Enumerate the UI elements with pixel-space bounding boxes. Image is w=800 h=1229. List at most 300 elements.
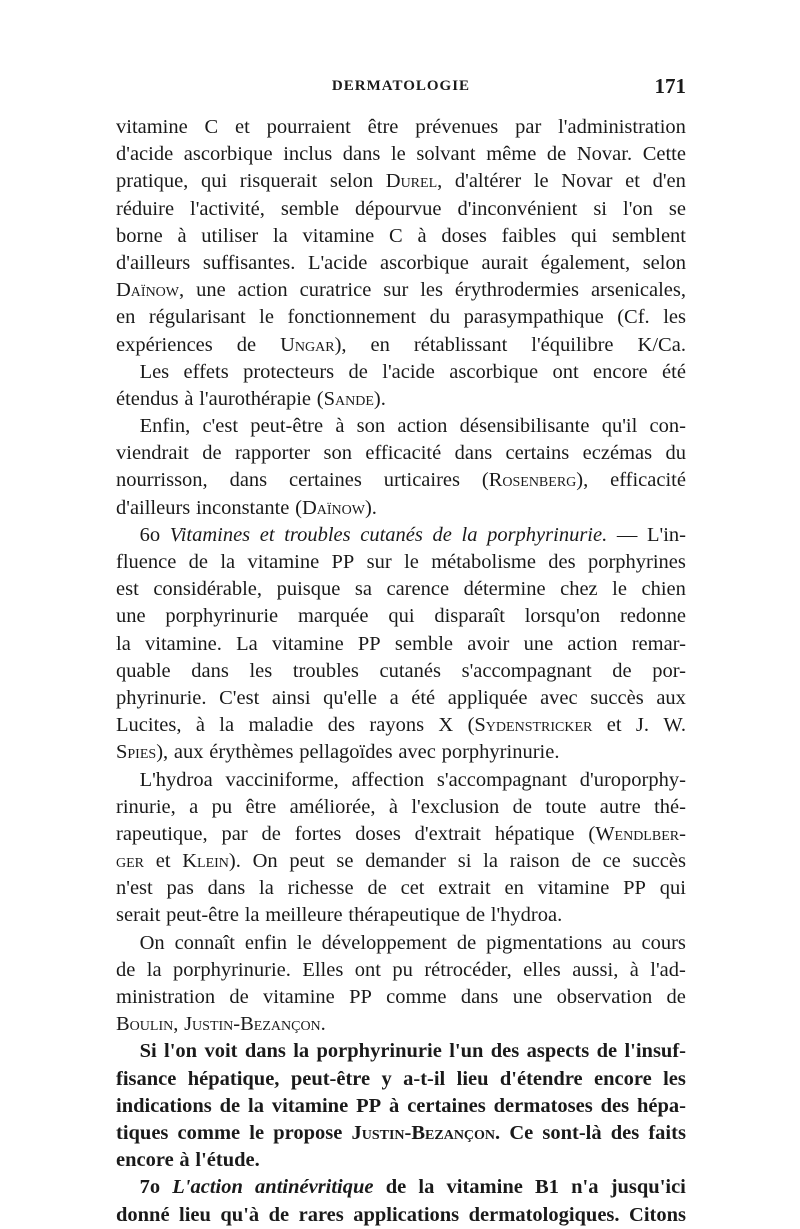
word-group bbox=[380, 658, 441, 685]
word: tiques bbox=[116, 1121, 169, 1144]
word-group bbox=[601, 1093, 629, 1120]
word-group bbox=[534, 168, 549, 195]
word: de bbox=[385, 1176, 407, 1199]
word: a-t-il bbox=[403, 1067, 446, 1090]
word-group bbox=[656, 685, 686, 712]
word: thé- bbox=[654, 795, 686, 818]
word-group bbox=[230, 467, 268, 494]
word: d'inconvénient bbox=[457, 197, 578, 220]
word: jusqu'ici bbox=[610, 1176, 686, 1199]
word-group bbox=[358, 631, 381, 658]
word-group bbox=[588, 549, 686, 576]
word-group bbox=[541, 250, 630, 277]
word-group bbox=[140, 359, 170, 386]
word-group bbox=[116, 141, 173, 168]
word: redonne bbox=[619, 605, 686, 628]
text-line bbox=[116, 658, 686, 685]
word: porphyrinurie bbox=[316, 1040, 442, 1063]
word: faits bbox=[648, 1121, 686, 1144]
word: la bbox=[244, 904, 260, 927]
word: une bbox=[116, 605, 146, 628]
word-group bbox=[630, 957, 639, 984]
word: sur bbox=[383, 279, 409, 302]
word-group bbox=[153, 576, 262, 603]
word-group bbox=[388, 603, 414, 630]
text-line bbox=[116, 848, 686, 875]
word: régularisant bbox=[148, 306, 246, 329]
word-group bbox=[594, 1066, 652, 1093]
word: certaines bbox=[407, 1094, 486, 1117]
word: quable bbox=[116, 659, 171, 682]
text-line bbox=[116, 576, 686, 603]
word-group bbox=[407, 1093, 486, 1120]
word-group bbox=[367, 549, 392, 576]
word-group bbox=[116, 223, 163, 250]
word-group bbox=[116, 332, 213, 359]
word-group bbox=[611, 1174, 686, 1201]
word: avoir bbox=[467, 632, 510, 655]
word-group bbox=[441, 223, 487, 250]
word-group bbox=[245, 930, 287, 957]
word-group bbox=[265, 902, 342, 929]
word-group bbox=[650, 413, 686, 440]
body-text bbox=[116, 114, 686, 1229]
word-group bbox=[262, 821, 281, 848]
word-group bbox=[491, 1038, 519, 1065]
word-group bbox=[116, 386, 179, 413]
word-group bbox=[667, 984, 686, 1011]
word: ascorbique bbox=[380, 251, 469, 274]
word: porphyrines bbox=[587, 551, 686, 573]
word: , bbox=[437, 170, 443, 193]
word-group bbox=[284, 522, 350, 549]
word: érythèmes bbox=[209, 741, 294, 764]
word: de bbox=[348, 360, 368, 383]
word: également, bbox=[540, 251, 631, 274]
word-group bbox=[653, 168, 686, 195]
word-group bbox=[482, 467, 588, 494]
word: à bbox=[184, 387, 194, 410]
word-group bbox=[510, 848, 560, 875]
word: faibles bbox=[501, 224, 557, 247]
word-group bbox=[116, 1011, 178, 1038]
word: pourraient bbox=[266, 116, 351, 138]
word: Wendlber- bbox=[595, 822, 686, 845]
word: la bbox=[461, 523, 478, 546]
word-group bbox=[173, 957, 291, 984]
word-group bbox=[612, 930, 631, 957]
word: vitamine. bbox=[145, 632, 222, 655]
word: l'hydroa. bbox=[490, 904, 563, 927]
word: la bbox=[483, 850, 498, 873]
word-group bbox=[335, 413, 344, 440]
word: la bbox=[272, 224, 288, 247]
word-group bbox=[323, 685, 377, 712]
word-group bbox=[612, 223, 686, 250]
word: fluence bbox=[116, 551, 177, 573]
word: qui bbox=[200, 170, 228, 193]
word-group bbox=[610, 467, 686, 494]
word-group bbox=[525, 603, 600, 630]
word: indications bbox=[116, 1094, 212, 1117]
word-group bbox=[531, 332, 613, 359]
word: rares bbox=[298, 1203, 344, 1226]
text-line bbox=[116, 304, 686, 331]
word-group bbox=[220, 549, 235, 576]
word-group bbox=[116, 549, 176, 576]
word-group bbox=[538, 875, 610, 902]
text-line bbox=[116, 1202, 686, 1229]
word: dermatologiques. bbox=[468, 1203, 620, 1226]
word-group bbox=[351, 1120, 500, 1147]
word-group bbox=[411, 685, 435, 712]
word-group bbox=[382, 1066, 392, 1093]
word-group bbox=[260, 522, 275, 549]
word-group bbox=[174, 739, 204, 766]
word: pas bbox=[166, 877, 194, 900]
word-group bbox=[116, 304, 135, 331]
word: efficacité bbox=[365, 442, 442, 465]
word: porphyrinurie. bbox=[487, 523, 608, 546]
word: con- bbox=[649, 415, 686, 438]
word-group bbox=[116, 658, 171, 685]
word-group bbox=[245, 1038, 286, 1065]
word: action bbox=[567, 632, 618, 655]
word-group bbox=[116, 576, 139, 603]
word-group bbox=[457, 930, 476, 957]
word: Spies bbox=[116, 741, 157, 764]
word-group bbox=[389, 223, 403, 250]
word: pratique, bbox=[116, 170, 189, 193]
word: de bbox=[612, 659, 632, 682]
word: être bbox=[245, 795, 277, 818]
text-line bbox=[116, 603, 686, 630]
word: à bbox=[629, 958, 639, 981]
word-group bbox=[663, 712, 686, 739]
word: Durel bbox=[385, 170, 438, 193]
word: . bbox=[495, 1121, 501, 1144]
word-group bbox=[455, 168, 521, 195]
word: rayons bbox=[369, 714, 425, 737]
word: C'est bbox=[219, 686, 260, 709]
word-group bbox=[170, 522, 250, 549]
word: a bbox=[189, 795, 199, 818]
word-group bbox=[355, 957, 381, 984]
word-group bbox=[116, 495, 190, 522]
word: la bbox=[248, 1094, 264, 1117]
page-header bbox=[116, 74, 686, 102]
word: encore bbox=[593, 360, 648, 383]
word-group bbox=[164, 1038, 197, 1065]
word: en bbox=[116, 306, 136, 329]
word: Ce bbox=[509, 1121, 534, 1144]
word-group bbox=[116, 739, 168, 766]
word: Novar bbox=[561, 170, 613, 193]
word-group bbox=[369, 712, 424, 739]
word-group bbox=[602, 413, 638, 440]
text-line bbox=[116, 1011, 686, 1038]
word: fonctionnement bbox=[287, 306, 417, 329]
word: qui bbox=[571, 224, 598, 247]
word: ascorbique bbox=[449, 360, 539, 383]
word-group bbox=[469, 1202, 620, 1229]
word: dans bbox=[342, 143, 381, 166]
word-group bbox=[382, 359, 435, 386]
word-group bbox=[116, 1147, 174, 1174]
word-group bbox=[116, 1066, 176, 1093]
word-group bbox=[460, 413, 590, 440]
word: ), bbox=[156, 741, 169, 764]
word: pu bbox=[211, 795, 233, 818]
word-group bbox=[205, 114, 219, 141]
text-line bbox=[116, 875, 686, 902]
word: Ungar bbox=[280, 333, 335, 356]
text-line bbox=[116, 359, 686, 386]
word-group bbox=[289, 848, 324, 875]
word-group bbox=[355, 196, 442, 223]
word-group bbox=[424, 957, 511, 984]
word: On bbox=[252, 850, 278, 873]
word-group bbox=[583, 440, 652, 467]
word-group bbox=[643, 141, 686, 168]
word-group bbox=[491, 902, 562, 929]
word: et bbox=[606, 714, 622, 737]
word-group bbox=[449, 1038, 483, 1065]
text-line bbox=[116, 631, 686, 658]
word: le bbox=[612, 578, 627, 601]
word: Daïnow bbox=[116, 279, 180, 302]
word-group bbox=[461, 984, 499, 1011]
word-group bbox=[116, 875, 153, 902]
word: d'en bbox=[652, 170, 686, 193]
word-group bbox=[580, 767, 686, 794]
word: réduire bbox=[116, 197, 175, 220]
word-group bbox=[140, 522, 161, 549]
word-group bbox=[560, 576, 598, 603]
word: lieu bbox=[179, 1203, 211, 1226]
word-group bbox=[483, 848, 498, 875]
word: raison bbox=[509, 850, 560, 873]
word: hépatique, bbox=[187, 1067, 280, 1090]
word: carence bbox=[386, 578, 450, 601]
word-group bbox=[184, 1011, 326, 1038]
word-group bbox=[116, 250, 190, 277]
word: vitamine bbox=[263, 986, 335, 1008]
word-group bbox=[272, 631, 344, 658]
word: en bbox=[370, 333, 390, 356]
word-group bbox=[165, 603, 278, 630]
word: qu'à bbox=[220, 1203, 260, 1226]
word: dermatoses bbox=[493, 1094, 593, 1117]
word-group bbox=[404, 549, 419, 576]
word-group bbox=[561, 168, 612, 195]
word: La bbox=[236, 632, 258, 655]
word-group bbox=[392, 957, 413, 984]
word-group bbox=[652, 658, 686, 685]
word-group bbox=[177, 223, 186, 250]
word-group bbox=[140, 767, 213, 794]
word: vitamine bbox=[271, 632, 344, 655]
word-group bbox=[182, 848, 241, 875]
word-group bbox=[577, 141, 632, 168]
word: dépourvue bbox=[354, 197, 442, 220]
word-group bbox=[571, 223, 597, 250]
word: d'acide bbox=[116, 143, 174, 166]
word-group bbox=[547, 141, 566, 168]
word-group bbox=[245, 794, 276, 821]
word-group bbox=[591, 277, 686, 304]
word-group bbox=[172, 1174, 243, 1201]
word: inconstante bbox=[196, 496, 290, 519]
word-group bbox=[540, 685, 578, 712]
word: dans bbox=[191, 659, 229, 682]
word-group bbox=[371, 332, 390, 359]
word-group bbox=[238, 277, 288, 304]
word: et bbox=[625, 170, 640, 193]
word-group bbox=[290, 794, 376, 821]
word: effets bbox=[183, 360, 229, 383]
word: d'ailleurs bbox=[116, 496, 191, 519]
word: comme bbox=[177, 1121, 241, 1144]
word-group bbox=[196, 495, 289, 522]
word-group bbox=[116, 1202, 170, 1229]
word: richesse bbox=[287, 877, 354, 900]
word-group bbox=[323, 440, 351, 467]
word: arsenicales, bbox=[590, 279, 686, 302]
word-group bbox=[281, 196, 339, 223]
word: Justin-Bezançon bbox=[351, 1121, 496, 1144]
word-group bbox=[289, 467, 362, 494]
word-group bbox=[199, 386, 311, 413]
word: par bbox=[221, 822, 248, 845]
word: B1 bbox=[535, 1176, 559, 1199]
word: ( bbox=[295, 496, 302, 519]
word-group bbox=[557, 984, 653, 1011]
word: comme bbox=[386, 986, 447, 1008]
word-group bbox=[527, 1038, 590, 1065]
text-line bbox=[116, 522, 686, 549]
word: Lucites, bbox=[116, 714, 182, 737]
word-group bbox=[365, 440, 441, 467]
word: Klein bbox=[182, 850, 229, 873]
word: la bbox=[418, 1176, 435, 1199]
word: la bbox=[219, 714, 235, 737]
word-group bbox=[250, 413, 323, 440]
word-group bbox=[355, 821, 401, 848]
word-group bbox=[386, 168, 442, 195]
word: dans bbox=[207, 877, 246, 900]
word: nourrisson, bbox=[116, 469, 208, 492]
word-group bbox=[620, 603, 686, 630]
word: à bbox=[335, 415, 345, 438]
word: son bbox=[356, 415, 386, 438]
word-group bbox=[116, 1093, 212, 1120]
word: détermine bbox=[463, 578, 546, 601]
word: porphyrinurie. bbox=[173, 958, 291, 981]
word: des bbox=[548, 551, 576, 573]
word: l'ad- bbox=[650, 958, 686, 981]
word: peut-être bbox=[290, 1067, 371, 1090]
word: se bbox=[336, 850, 354, 873]
text-line bbox=[116, 1120, 686, 1147]
word: en bbox=[504, 877, 524, 900]
word-group bbox=[515, 114, 541, 141]
word-group bbox=[235, 440, 310, 467]
word: Enfin, bbox=[139, 415, 191, 438]
word: affection bbox=[351, 768, 425, 791]
word: hépa- bbox=[637, 1094, 686, 1117]
word: demander bbox=[365, 850, 447, 873]
text-line bbox=[116, 767, 686, 794]
text-line bbox=[116, 549, 686, 576]
word-group bbox=[464, 576, 546, 603]
word: curatrice bbox=[299, 279, 372, 302]
word-group bbox=[287, 304, 416, 331]
word: rapeutique, bbox=[116, 822, 208, 845]
word-group bbox=[663, 1066, 686, 1093]
word: pellagoïdes bbox=[299, 741, 393, 764]
word-group bbox=[545, 794, 586, 821]
word-group bbox=[330, 168, 373, 195]
word-group bbox=[524, 631, 554, 658]
word-group bbox=[300, 277, 372, 304]
word-group bbox=[643, 250, 686, 277]
text-line bbox=[116, 440, 686, 467]
word-group bbox=[571, 848, 590, 875]
word-group bbox=[438, 875, 490, 902]
word: C bbox=[389, 224, 403, 247]
word: donné bbox=[116, 1203, 170, 1226]
word-group bbox=[184, 386, 193, 413]
word: C bbox=[204, 116, 219, 138]
word-group bbox=[283, 141, 332, 168]
word-group bbox=[642, 930, 686, 957]
word-group bbox=[317, 1038, 442, 1065]
word: thérapeutique bbox=[348, 904, 460, 927]
word-group bbox=[623, 196, 653, 223]
word: K/Ca. bbox=[637, 333, 686, 356]
word: de bbox=[571, 850, 591, 873]
word: Citons bbox=[629, 1203, 686, 1226]
word: à bbox=[389, 1094, 400, 1117]
word: le bbox=[296, 931, 312, 954]
word-group bbox=[343, 141, 381, 168]
word-group bbox=[367, 875, 386, 902]
word-group bbox=[179, 1202, 211, 1229]
word-group bbox=[116, 902, 160, 929]
word: autre bbox=[599, 795, 641, 818]
word-group bbox=[191, 658, 229, 685]
word-group bbox=[356, 1093, 381, 1120]
word-group bbox=[248, 1093, 264, 1120]
word: vitamine bbox=[537, 877, 610, 900]
word-group bbox=[317, 386, 386, 413]
word: dans bbox=[229, 469, 268, 492]
word: le bbox=[259, 306, 274, 329]
word-group bbox=[167, 875, 194, 902]
text-line bbox=[116, 712, 686, 739]
word: semble bbox=[394, 632, 453, 655]
word-group bbox=[509, 1120, 533, 1147]
word-group bbox=[455, 440, 493, 467]
word-group bbox=[237, 332, 256, 359]
word: de bbox=[546, 143, 567, 166]
word-group bbox=[263, 984, 335, 1011]
text-line bbox=[116, 1038, 686, 1065]
word-group bbox=[178, 1120, 241, 1147]
word-group bbox=[352, 767, 424, 794]
word: phyrinurie. bbox=[116, 686, 207, 709]
